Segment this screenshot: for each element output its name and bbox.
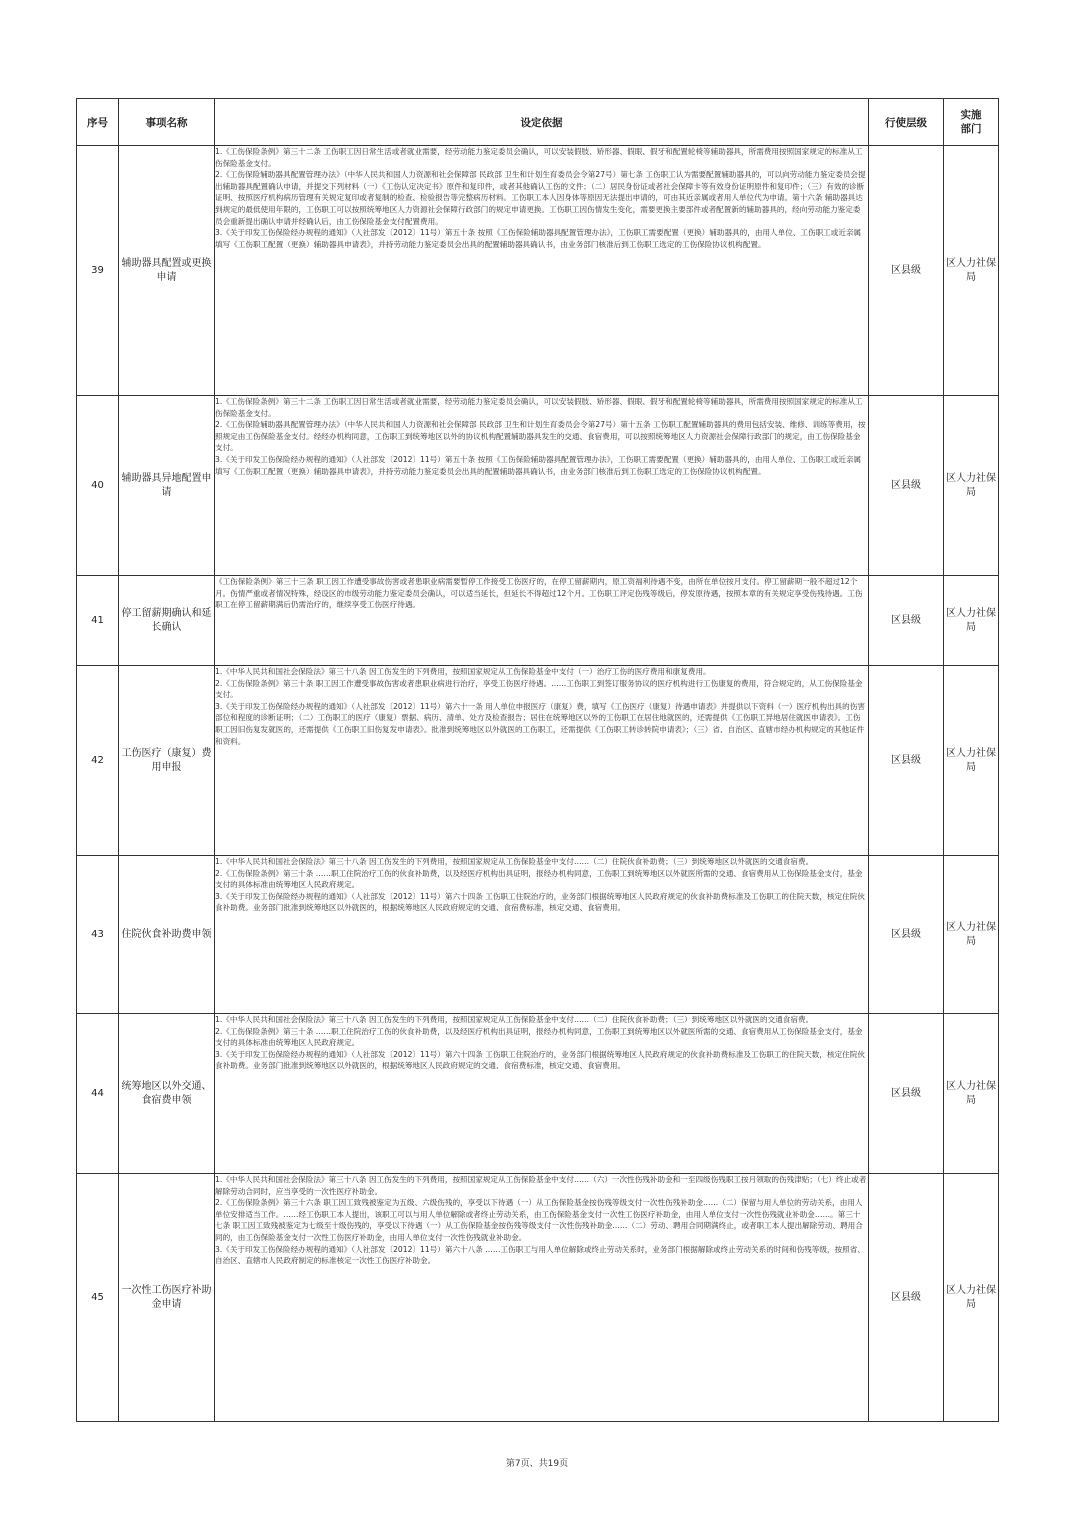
basis-paragraph: 3.《关于印发工伤保险经办规程的通知》（人社部发〔2012〕11号）第六十四条 工伤职工住院治疗的，业务部门根据统筹地区人民政府规定的伙食补助费标准及工伤职工的住院天数，核定住院伙食补助费。业务部门批准到统筹地区以外就医的，根据统筹地区人民政府规定的交通、食宿费标准，核定交通、食宿费用。 — [215, 891, 865, 913]
table-row — [77, 856, 999, 1014]
row-dept: 区人力社保局 — [944, 1174, 999, 1422]
row-level: 区县级 — [869, 146, 944, 396]
row-dept: 区人力社保局 — [944, 856, 999, 1014]
row-seq: 39 — [77, 146, 119, 396]
row-basis — [215, 146, 869, 396]
row-dept: 区人力社保局 — [944, 576, 999, 666]
row-basis — [215, 396, 869, 576]
row-dept: 区人力社保局 — [944, 1014, 999, 1174]
header-level: 行使层级 — [869, 99, 944, 146]
row-item-name: 工伤医疗（康复）费用申报 — [119, 666, 215, 856]
row-item-name: 住院伙食补助费申领 — [119, 856, 215, 1014]
basis-paragraph: 1.《中华人民共和国社会保险法》第三十八条 因工伤发生的下列费用，按照国家规定从工伤保险基金中支付……（二）住院伙食补助费；（三）到统筹地区以外就医的交通食宿费。 — [215, 1015, 814, 1024]
basis-paragraph: 1.《工伤保险条例》第三十二条 工伤职工因日常生活或者就业需要，经劳动能力鉴定委员会确认，可以安装假肢、矫形器、假眼、假牙和配置轮椅等辅助器具，所需费用按照国家规定的标准从工伤保险基金支付。 — [215, 397, 863, 418]
table-row — [77, 396, 999, 576]
header-basis: 设定依据 — [215, 99, 869, 146]
row-item-name: 一次性工伤医疗补助金申请 — [119, 1174, 215, 1422]
items-table — [76, 98, 999, 1422]
basis-paragraph: 2.《工伤保险条例》第三十条 ……职工住院治疗工伤的伙食补助费，以及经医疗机构出具证明，报经办机构同意，工伤职工到统筹地区以外就医所需的交通、食宿费用从工伤保险基金支付，基金支付的具体标准由统筹地区人民政府规定。 — [215, 868, 863, 890]
table-body — [77, 146, 999, 1422]
row-level: 区县级 — [869, 1014, 944, 1174]
basis-paragraph: 3.《关于印发工伤保险经办规程的通知》（人社部发〔2012〕11号）第六十四条 工伤职工住院治疗的，业务部门根据统筹地区人民政府规定的伙食补助费标准及工伤职工的住院天数，核定住院伙食补助费。业务部门批准到统筹地区以外就医的，根据统筹地区人民政府规定的交通、食宿费标准，核定交通、食宿费用。 — [215, 1049, 865, 1071]
basis-paragraph: 2.《工伤保险辅助器具配置管理办法》（中华人民共和国人力资源和社会保障部 民政部 卫生和计划生育委员会令第27号）第七条 工伤职工认为需要配置辅助器具的，可以向劳动能力鉴定委员会提出辅助器具配置确认申请，并提交下列材料（一）《工伤认定决定书》原件和复印件，或者其他确认工伤的文件；（二）居民身份证或者社会保障卡等有效身份证明原件和复印件；（三）有效的诊断证明、按照医疗机构病历管理有关规定复印或者复制的检查、检验报告等完整病历材料。工伤职工本人因身体等原因无法提出申请的，可由其近亲属或者用人单位代为申请。第十六条 辅助器具达到规定的最低使用年限的，工伤职工可以按照统筹地区人力资源社会保障行政部门的规定申请更换。工伤职工因伤情发生变化，需要更换主要部件或者配置新的辅助器具的，经向劳动能力鉴定委员会重新提出确认申请并经确认后，由工伤保险基金支付配置费用。 — [215, 170, 866, 226]
row-basis — [215, 1174, 869, 1422]
basis-paragraph: 2.《工伤保险条例》第三十条 ……职工住院治疗工伤的伙食补助费，以及经医疗机构出具证明，报经办机构同意，工伤职工到统筹地区以外就医所需的交通、食宿费用从工伤保险基金支付，基金支付的具体标准由统筹地区人民政府规定。 — [215, 1026, 863, 1048]
row-basis — [215, 576, 869, 666]
row-seq: 45 — [77, 1174, 119, 1422]
basis-paragraph: 2.《工伤保险辅助器具配置管理办法》（中华人民共和国人力资源和社会保障部 民政部 卫生和计划生育委员会令第27号）第十五条 工伤职工配置辅助器具的费用包括安装、维修、训练等费用，按照规定由工伤保险基金支付。经经办机构同意，工伤职工到统筹地区以外的协议机构配置辅助器具发生的交通、食宿费用，可以按照统筹地区人力资源社会保障行政部门的规定，由工伤保险基金支付。 — [215, 420, 866, 453]
page-footer: 第7页、共19页 — [505, 1459, 569, 1469]
header-dept: 实施 部门 — [944, 99, 999, 146]
row-dept: 区人力社保局 — [944, 666, 999, 856]
row-level: 区县级 — [869, 1174, 944, 1422]
table-row — [77, 1014, 999, 1174]
basis-paragraph: 2.《工伤保险条例》第三十条 职工因工作遭受事故伤害或者患职业病进行治疗，享受工伤医疗待遇。……工伤职工到签订服务协议的医疗机构进行工伤康复的费用，符合规定的，从工伤保险基金支付。 — [215, 678, 863, 700]
row-basis — [215, 1014, 869, 1174]
row-basis — [215, 666, 869, 856]
basis-paragraph: 3.《关于印发工伤保险经办规程的通知》（人社部发〔2012〕11号）第六十八条 ……工伤职工与用人单位解除或终止劳动关系时，业务部门根据解除或终止劳动关系的时间和伤残等级，按照省、自治区、直辖市人民政府制定的标准核定一次性工伤医疗补助金。 — [215, 1244, 865, 1266]
basis-paragraph: 3.《关于印发工伤保险经办规程的通知》（人社部发〔2012〕11号）第五十条 按照《工伤保险辅助器具配置管理办法》，工伤职工需要配置（更换）辅助器具的，由用人单位、工伤职工或近亲属填写《工伤职工配置（更换）辅助器具申请表》，并持劳动能力鉴定委员会出具的配置辅助器具确认书，由业务部门核准后到工伤职工选定的工伤保险协议机构配置。 — [215, 454, 862, 476]
basis-paragraph: 1.《中华人民共和国社会保险法》第三十八条 因工伤发生的下列费用，按照国家规定从工伤保险基金中支付（一）治疗工伤的医疗费用和康复费用。 — [215, 667, 711, 676]
row-seq: 40 — [77, 396, 119, 576]
row-seq: 41 — [77, 576, 119, 666]
row-seq: 42 — [77, 666, 119, 856]
table-row — [77, 666, 999, 856]
basis-paragraph: 1.《工伤保险条例》第三十二条 工伤职工因日常生活或者就业需要，经劳动能力鉴定委员会确认，可以安装假肢、矫形器、假眼、假牙和配置轮椅等辅助器具，所需费用按照国家规定的标准从工伤保险基金支付。 — [215, 147, 863, 168]
row-seq: 43 — [77, 856, 119, 1014]
row-basis — [215, 856, 869, 1014]
row-seq: 44 — [77, 1014, 119, 1174]
row-dept: 区人力社保局 — [944, 146, 999, 396]
basis-paragraph: 3.《关于印发工伤保险经办规程的通知》（人社部发〔2012〕11号）第六十一条 用人单位申报医疗（康复）费，填写《工伤医疗（康复）待遇申请表》并提供以下资料（一）医疗机构出具的伤害部位和程度的诊断证明；（二）工伤职工的医疗（康复）票据、病历、清单、处方及检查报告；居住在统筹地区以外的工伤职工在居住地就医的，还需提供《工伤职工异地居住就医申请表》。工伤职工因旧伤复发就医的，还需提供《工伤职工旧伤复发申请表》。批准到统筹地区以外就医的工伤职工，还需提供《工伤职工转诊转院申请表》；（三）省、自治区、直辖市经办机构规定的其他证件和资料。 — [215, 701, 865, 746]
table-row — [77, 146, 999, 396]
row-item-name: 辅助器具配置或更换申请 — [119, 146, 215, 396]
basis-paragraph: 3.《关于印发工伤保险经办规程的通知》（人社部发〔2012〕11号）第五十条 按照《工伤保险辅助器具配置管理办法》，工伤职工需要配置（更换）辅助器具的，由用人单位、工伤职工或近亲属填写《工伤职工配置（更换）辅助器具申请表》，并持劳动能力鉴定委员会出具的配置辅助器具确认书，由业务部门核准后到工伤职工选定的工伤保险协议机构配置。 — [215, 228, 862, 249]
basis-paragraph: 1.《中华人民共和国社会保险法》第三十八条 因工伤发生的下列费用，按照国家规定从工伤保险基金中支付……（六）一次性伤残补助金和一至四级伤残职工按月领取的伤残津贴；（七）终止或者解除劳动合同时，应当享受的一次性医疗补助金。 — [215, 1175, 867, 1196]
basis-paragraph: 2.《工伤保险条例》第三十六条 职工因工致残被鉴定为五级、六级伤残的，享受以下待遇（一）从工伤保险基金按伤残等级支付一次性伤残补助金……（二）保留与用人单位的劳动关系，由用人单位安排适当工作。……经工伤职工本人提出，该职工可以与用人单位解除或者终止劳动关系，由工伤保险基金支付一次性工伤医疗补助金，由用人单位支付一次性伤残就业补助金……。第三十七条 职工因工致残被鉴定为七级至十级伤残的，享受以下待遇（一）从工伤保险基金按伤残等级支付一次性伤残补助金……（二）劳动、聘用合同期满终止，或者职工本人提出解除劳动、聘用合同的，由工伤保险基金支付一次性工伤医疗补助金，由用人单位支付一次性伤残就业补助金。 — [215, 1198, 863, 1242]
basis-paragraph: 1.《中华人民共和国社会保险法》第三十八条 因工伤发生的下列费用，按照国家规定从工伤保险基金中支付……（二）住院伙食补助费；（三）到统筹地区以外就医的交通食宿费。 — [215, 857, 814, 866]
table-row — [77, 1174, 999, 1422]
row-level: 区县级 — [869, 396, 944, 576]
row-item-name: 停工留薪期确认和延长确认 — [119, 576, 215, 666]
header-seq: 序号 — [77, 99, 119, 146]
row-level: 区县级 — [869, 856, 944, 1014]
row-dept: 区人力社保局 — [944, 396, 999, 576]
table-header-row — [77, 99, 999, 146]
header-name: 事项名称 — [119, 99, 215, 146]
row-level: 区县级 — [869, 576, 944, 666]
row-level: 区县级 — [869, 666, 944, 856]
table-row — [77, 576, 999, 666]
basis-paragraph: 《工伤保险条例》第三十三条 职工因工作遭受事故伤害或者患职业病需要暂停工作接受工伤医疗的，在停工留薪期内，原工资福利待遇不变，由所在单位按月支付。停工留薪期一般不超过12个月。伤情严重或者情况特殊，经设区的市级劳动能力鉴定委员会确认，可以适当延长，但延长不得超过12个月。工伤职工评定伤残等级后，停发原待遇，按照本章的有关规定享受伤残待遇。工伤职工在停工留薪期满后仍需治疗的，继续享受工伤医疗待遇。 — [215, 577, 863, 610]
row-item-name: 辅助器具异地配置申请 — [119, 396, 215, 576]
row-item-name: 统筹地区以外交通、食宿费申领 — [119, 1014, 215, 1174]
